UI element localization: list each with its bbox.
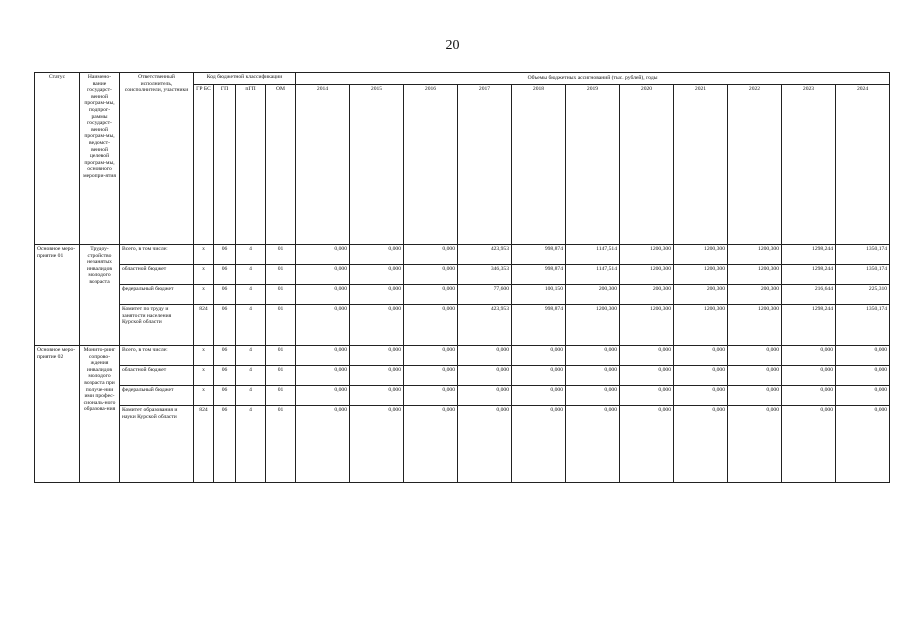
value-cell: 200,300 — [728, 285, 782, 305]
code-cell: 4 — [236, 265, 266, 285]
value-cell: 0,000 — [566, 366, 620, 386]
code-cell: 4 — [236, 406, 266, 483]
value-cell: 0,000 — [350, 265, 404, 285]
value-cell: 0,000 — [404, 265, 458, 285]
table-row — [35, 285, 890, 305]
value-cell: 1298,244 — [782, 245, 836, 265]
value-cell: 0,000 — [404, 245, 458, 265]
value-cell: 0,000 — [296, 346, 350, 366]
value-cell: 0,000 — [350, 285, 404, 305]
value-cell: 0,000 — [458, 406, 512, 483]
status-cell: Основное меро-приятие 01 — [35, 245, 80, 346]
header-year: 2021 — [674, 85, 728, 245]
value-cell: 1200,300 — [620, 245, 674, 265]
value-cell: 0,000 — [836, 406, 890, 483]
table-row — [35, 406, 890, 483]
value-cell: 0,000 — [620, 366, 674, 386]
code-cell: 4 — [236, 305, 266, 346]
value-cell: 0,000 — [404, 346, 458, 366]
header-code-grbs: ГР БС — [194, 85, 214, 245]
header-year: 2015 — [350, 85, 404, 245]
value-cell: 0,000 — [566, 386, 620, 406]
value-cell: 0,000 — [674, 386, 728, 406]
header-year: 2014 — [296, 85, 350, 245]
value-cell: 998,874 — [512, 265, 566, 285]
page-number: 20 — [445, 38, 460, 53]
executor-cell: федеральный бюджет — [120, 285, 194, 305]
header-year: 2016 — [404, 85, 458, 245]
value-cell: 0,000 — [296, 305, 350, 346]
value-cell: 0,000 — [674, 366, 728, 386]
value-cell: 998,874 — [512, 245, 566, 265]
value-cell: 0,000 — [404, 305, 458, 346]
value-cell: 0,000 — [566, 346, 620, 366]
executor-cell: областной бюджет — [120, 265, 194, 285]
header-volumes: Объемы бюджетных ассигнований (тыс. рублей), годы — [296, 73, 890, 85]
value-cell: 1147,514 — [566, 265, 620, 285]
code-cell: 06 — [214, 265, 236, 285]
code-cell: 01 — [266, 346, 296, 366]
header-code-gp: ГП — [214, 85, 236, 245]
value-cell: 0,000 — [404, 386, 458, 406]
code-cell: 01 — [266, 406, 296, 483]
value-cell: 1200,300 — [674, 305, 728, 346]
code-cell: 06 — [214, 245, 236, 265]
header-status: Статус — [35, 73, 80, 245]
budget-table — [34, 72, 890, 483]
code-cell: 06 — [214, 386, 236, 406]
value-cell: 0,000 — [512, 366, 566, 386]
value-cell: 1350,174 — [836, 305, 890, 346]
value-cell: 0,000 — [296, 245, 350, 265]
value-cell: 0,000 — [728, 386, 782, 406]
value-cell: 1200,300 — [728, 245, 782, 265]
code-cell: 4 — [236, 386, 266, 406]
code-cell: х — [194, 346, 214, 366]
value-cell: 1200,300 — [620, 305, 674, 346]
code-cell: 01 — [266, 265, 296, 285]
value-cell: 0,000 — [404, 285, 458, 305]
value-cell: 0,000 — [296, 406, 350, 483]
value-cell: 1200,300 — [728, 305, 782, 346]
code-cell: 4 — [236, 366, 266, 386]
value-cell: 1200,300 — [620, 265, 674, 285]
header-year: 2018 — [512, 85, 566, 245]
value-cell: 0,000 — [350, 346, 404, 366]
value-cell: 0,000 — [350, 406, 404, 483]
value-cell: 0,000 — [512, 386, 566, 406]
table-body — [35, 245, 890, 483]
header-year: 2017 — [458, 85, 512, 245]
header-name: Наимено-вание государст-венной програм-мы, подпрог-раммы государст-венной програм-мы, ведомст-венной целевой програм-мы, основного меропри-ятия — [80, 73, 120, 245]
value-cell: 1298,244 — [782, 265, 836, 285]
code-cell: 4 — [236, 346, 266, 366]
code-cell: 824 — [194, 305, 214, 346]
value-cell: 216,644 — [782, 285, 836, 305]
table-row — [35, 386, 890, 406]
header-code-om: ОМ — [266, 85, 296, 245]
value-cell: 0,000 — [296, 265, 350, 285]
table-row — [35, 305, 890, 346]
value-cell: 0,000 — [296, 285, 350, 305]
value-cell: 1200,300 — [674, 245, 728, 265]
measure-name-cell: Трудоу-стройство незанятых инвалидов молодого возраста — [80, 245, 120, 346]
executor-cell: Всего, в том числе: — [120, 346, 194, 366]
table-row — [35, 265, 890, 285]
value-cell: 0,000 — [782, 386, 836, 406]
code-cell: х — [194, 265, 214, 285]
code-cell: 06 — [214, 366, 236, 386]
value-cell: 0,000 — [836, 386, 890, 406]
value-cell: 0,000 — [350, 245, 404, 265]
code-cell: х — [194, 366, 214, 386]
value-cell: 0,000 — [620, 406, 674, 483]
value-cell: 0,000 — [620, 386, 674, 406]
value-cell: 1200,300 — [566, 305, 620, 346]
value-cell: 1350,174 — [836, 245, 890, 265]
value-cell: 346,353 — [458, 265, 512, 285]
value-cell: 200,300 — [566, 285, 620, 305]
header-year: 2022 — [728, 85, 782, 245]
value-cell: 0,000 — [404, 366, 458, 386]
value-cell: 225,310 — [836, 285, 890, 305]
value-cell: 0,000 — [296, 386, 350, 406]
header-year: 2020 — [620, 85, 674, 245]
value-cell: 0,000 — [458, 366, 512, 386]
table-row — [35, 245, 890, 265]
value-cell: 0,000 — [512, 406, 566, 483]
code-cell: 01 — [266, 285, 296, 305]
value-cell: 200,300 — [620, 285, 674, 305]
value-cell: 0,000 — [350, 366, 404, 386]
value-cell: 0,000 — [728, 406, 782, 483]
value-cell: 1200,300 — [674, 265, 728, 285]
value-cell: 0,000 — [836, 366, 890, 386]
table-row — [35, 366, 890, 386]
value-cell: 998,874 — [512, 305, 566, 346]
value-cell: 0,000 — [458, 346, 512, 366]
code-cell: 06 — [214, 285, 236, 305]
status-cell: Основное меро-приятие 02 — [35, 346, 80, 483]
value-cell: 0,000 — [728, 366, 782, 386]
value-cell: 0,000 — [620, 346, 674, 366]
value-cell: 0,000 — [566, 406, 620, 483]
header-year: 2019 — [566, 85, 620, 245]
code-cell: 4 — [236, 245, 266, 265]
code-cell: 06 — [214, 305, 236, 346]
value-cell: 0,000 — [512, 346, 566, 366]
value-cell: 1147,514 — [566, 245, 620, 265]
executor-cell: Комитет образования и науки Курской области — [120, 406, 194, 483]
header-code-pgp: пГП — [236, 85, 266, 245]
value-cell: 0,000 — [674, 346, 728, 366]
code-cell: х — [194, 386, 214, 406]
executor-cell: Всего, в том числе: — [120, 245, 194, 265]
value-cell: 423,953 — [458, 245, 512, 265]
value-cell: 0,000 — [674, 406, 728, 483]
code-cell: х — [194, 245, 214, 265]
executor-cell: Комитет по труду и занятости населения Курской области — [120, 305, 194, 346]
value-cell: 77,600 — [458, 285, 512, 305]
value-cell: 1298,244 — [782, 305, 836, 346]
value-cell: 0,000 — [350, 305, 404, 346]
code-cell: 06 — [214, 406, 236, 483]
header-year: 2023 — [782, 85, 836, 245]
header-executor: Ответственный исполнитель, соисполнители, участники — [120, 73, 194, 245]
value-cell: 0,000 — [350, 386, 404, 406]
value-cell: 0,000 — [296, 366, 350, 386]
code-cell: 01 — [266, 386, 296, 406]
code-cell: 01 — [266, 305, 296, 346]
value-cell: 423,953 — [458, 305, 512, 346]
value-cell: 1350,174 — [836, 265, 890, 285]
value-cell: 0,000 — [458, 386, 512, 406]
value-cell: 0,000 — [728, 346, 782, 366]
value-cell: 0,000 — [782, 346, 836, 366]
header-code-group: Код бюджетной классификации — [194, 73, 296, 85]
value-cell: 0,000 — [782, 406, 836, 483]
value-cell: 0,000 — [782, 366, 836, 386]
value-cell: 0,000 — [836, 346, 890, 366]
code-cell: х — [194, 285, 214, 305]
header-year: 2024 — [836, 85, 890, 245]
executor-cell: областной бюджет — [120, 366, 194, 386]
executor-cell: федеральный бюджет — [120, 386, 194, 406]
measure-name-cell: Монито-ринг сопрово-ждения инвалидов молодого возраста при получе-нии ими профес-сиональ-ного образова-ния — [80, 346, 120, 483]
value-cell: 100,150 — [512, 285, 566, 305]
value-cell: 1200,300 — [728, 265, 782, 285]
code-cell: 01 — [266, 366, 296, 386]
value-cell: 200,300 — [674, 285, 728, 305]
code-cell: 824 — [194, 406, 214, 483]
code-cell: 01 — [266, 245, 296, 265]
table-row — [35, 346, 890, 366]
code-cell: 06 — [214, 346, 236, 366]
code-cell: 4 — [236, 285, 266, 305]
value-cell: 0,000 — [404, 406, 458, 483]
